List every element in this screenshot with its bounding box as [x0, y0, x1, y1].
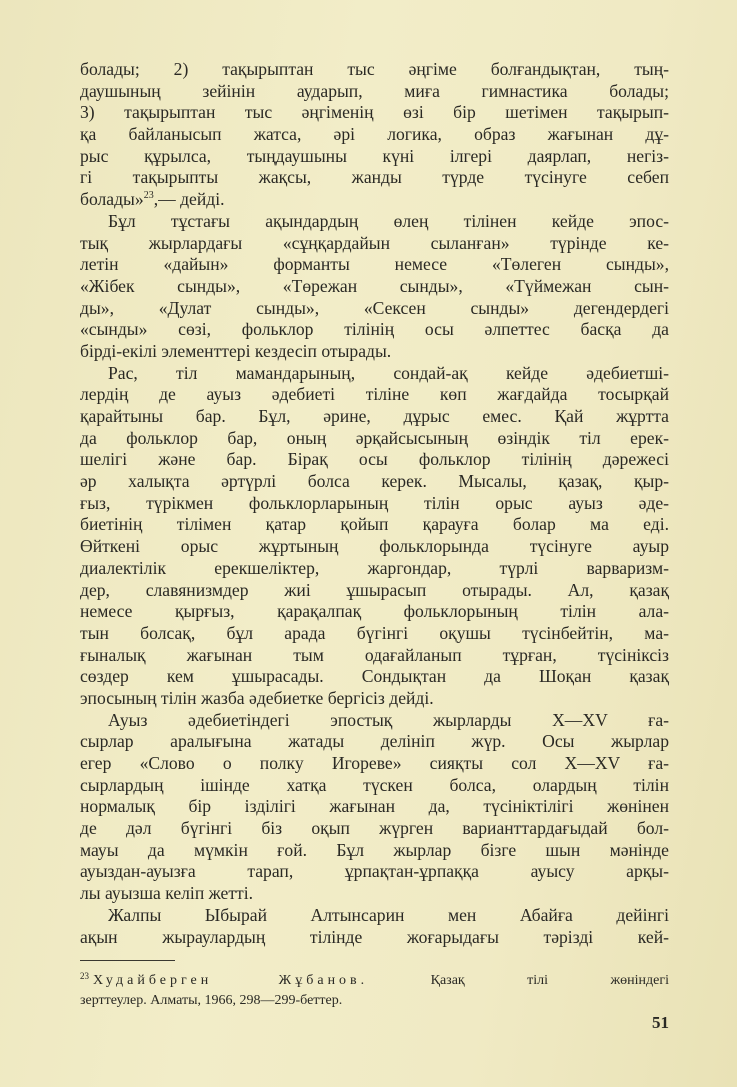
text-line-content: ғыз, түрікмен фольклорларының тілін орыс ауыз әде- — [80, 492, 669, 513]
text-line-content: лердің де ауыз әдебиеті тіліне көп жағдайда тосырқай — [80, 384, 669, 405]
text-line — [80, 861, 669, 883]
text-line — [80, 449, 669, 471]
text-line — [80, 493, 669, 515]
text-line-content: болады; 2) тақырыптан тыс әңгіме болғандықтан, тың- — [80, 59, 669, 79]
footnote-title: Қазақ тілі жөніндегі — [430, 973, 670, 988]
text-line — [80, 341, 669, 363]
text-line — [80, 710, 669, 732]
text-line-continuation: ,— дейді. — [153, 189, 225, 210]
text-line — [80, 102, 669, 124]
text-line-content: лы ауызша келіп жетті. — [80, 883, 254, 904]
text-line — [80, 189, 669, 211]
text-line-content: летін «дайын» форманты немесе «Төлеген сынды», — [80, 254, 669, 275]
text-line — [80, 406, 669, 428]
text-line-content: эпосының тілін жазба әдебиетке бергісіз дейді. — [80, 687, 434, 708]
text-line-content: гі тақырыпты жақсы, жанды түрде түсінуге себеп — [80, 167, 669, 188]
text-line — [80, 298, 669, 320]
footnote-line-2: зерттеулер. Алматы, 1966, 298—299-беттер. — [80, 993, 343, 1008]
footnote — [80, 966, 669, 1011]
text-line — [80, 688, 669, 710]
footnote-line-1 — [80, 966, 669, 991]
text-line-content: тын болсақ, бұл арада бүгінгі оқушы түсінбейтін, ма- — [80, 622, 669, 643]
text-line-content: мауы да мүмкін ғой. Бұл жырлар бізге шын мәнінде — [80, 839, 669, 860]
text-line-content: диалектілік ерекшеліктер, жаргондар, түрлі варваризм- — [80, 557, 669, 578]
text-line-content: ды», «Дулат сынды», «Сексен сынды» дегендердегі — [80, 297, 669, 318]
text-line — [80, 59, 669, 81]
text-line — [80, 645, 669, 667]
text-line — [80, 254, 669, 276]
text-line-content: Бұл тұстағы ақындардың өлең тілінен кейде эпос- — [108, 210, 669, 231]
text-line-content: «сынды» сөзі, фольклор тілінің осы әлпеттес басқа да — [80, 319, 669, 340]
text-line — [80, 731, 669, 753]
text-line — [80, 124, 669, 146]
text-line — [80, 233, 669, 255]
text-line — [80, 623, 669, 645]
footnote-marker: 23 — [80, 971, 89, 981]
text-line — [80, 211, 669, 233]
text-line — [80, 319, 669, 341]
text-line-content: немесе қырғыз, қарақалпақ фольклорының тілін ала- — [80, 601, 669, 622]
text-line-content: даушының зейінін аударып, миға гимнастика болады; — [80, 80, 669, 101]
text-line — [80, 796, 669, 818]
text-line-content: 3) тақырыптан тыс әңгіменің өзі бір шетімен тақырып- — [80, 102, 669, 123]
text-line-content: нормалық бір ізділігі жағынан да, түсініктілігі жөнінен — [80, 796, 669, 817]
text-line-content: болады» — [80, 189, 144, 210]
text-line-content: сырлар аралығына жатады делініп жүр. Осы жырлар — [80, 731, 669, 752]
text-line — [80, 81, 669, 103]
text-line-content: қа байланысып жатса, әрі логика, образ жағынан дұ- — [80, 124, 669, 145]
text-line — [80, 363, 669, 385]
text-line — [80, 601, 669, 623]
text-line — [80, 536, 669, 558]
text-line-content: биетінің тілімен қатар қойып қарауға болар ма еді. — [80, 514, 669, 535]
text-line-content: сөздер кем ұшырасады. Сондықтан да Шоқан қазақ — [80, 666, 669, 687]
text-line — [80, 471, 669, 493]
text-line-content: әр халықта әртүрлі болса керек. Мысалы, қазақ, қыр- — [80, 471, 669, 492]
text-line — [80, 558, 669, 580]
footnote-reference: 23 — [143, 190, 154, 202]
text-line — [80, 167, 669, 189]
text-line-content: де дәл бүгінгі біз оқып жүрген варианттардағыдай бол- — [80, 818, 669, 839]
text-line-content: ғыналық жағынан тым одағайланып тұрған, түсініксіз — [80, 644, 669, 665]
text-line — [80, 775, 669, 797]
footnote-divider — [80, 960, 175, 961]
text-line-content: да фольклор бар, оның әрқайсысының өзіндік тіл ерек- — [80, 427, 669, 448]
page-number: 51 — [652, 1013, 669, 1032]
text-line-content: Рас, тіл мамандарының, сондай-ақ кейде әдебиетші- — [108, 362, 669, 383]
text-line — [80, 580, 669, 602]
text-line — [80, 276, 669, 298]
text-line-content: Ауыз әдебиетіндегі эпостық жырларды X—XV ға- — [108, 709, 669, 730]
text-line-content: Өйткені орыс жұртының фольклорында түсінуге ауыр — [80, 536, 669, 557]
text-line-content: рыс құрылса, тыңдаушыны күні ілгері даярлап, негіз- — [80, 145, 669, 166]
text-line — [80, 905, 669, 927]
text-line — [80, 818, 669, 840]
text-line — [80, 428, 669, 450]
text-line-content: ауыздан-ауызға тарап, ұрпақтан-ұрпаққа ауысу арқы- — [80, 861, 669, 882]
text-line-content: бірді-екілі элементтері кездесіп отырады. — [80, 340, 392, 361]
text-line — [80, 666, 669, 688]
text-line-content: егер «Слово о полку Игореве» сияқты сол X—XV ға- — [80, 753, 669, 773]
text-line-content: дер, славянизмдер жиі ұшырасып отырады. Ал, қазақ — [80, 579, 669, 600]
text-line-content: ақын жыраулардың тілінде жоғарыдағы тәрізді кей- — [80, 926, 669, 947]
text-line — [80, 753, 669, 775]
text-line-content: Жалпы Ыбырай Алтынсарин мен Абайға дейінгі — [108, 904, 669, 925]
text-line-content: сырлардың ішінде хатқа түскен болса, олардың тілін — [80, 774, 669, 795]
text-line — [80, 384, 669, 406]
text-line — [80, 146, 669, 168]
text-line — [80, 883, 669, 905]
text-line — [80, 840, 669, 862]
text-line-content: шелігі және бар. Бірақ осы фольклор тілінің дәрежесі — [80, 449, 669, 470]
text-line — [80, 514, 669, 536]
text-line-content: тық жырлардағы «сұңқардайын сыланған» түрінде ке- — [80, 232, 669, 253]
body-text — [80, 59, 669, 948]
text-line-content: «Жібек сынды», «Төрежан сынды», «Түймежан сын- — [80, 275, 669, 296]
text-line-content: қарайтыны бар. Бұл, әрине, дұрыс емес. Қай жұртта — [80, 406, 669, 426]
footnote-author: Худайберген Жұбанов. — [93, 973, 369, 988]
text-line — [80, 927, 669, 949]
